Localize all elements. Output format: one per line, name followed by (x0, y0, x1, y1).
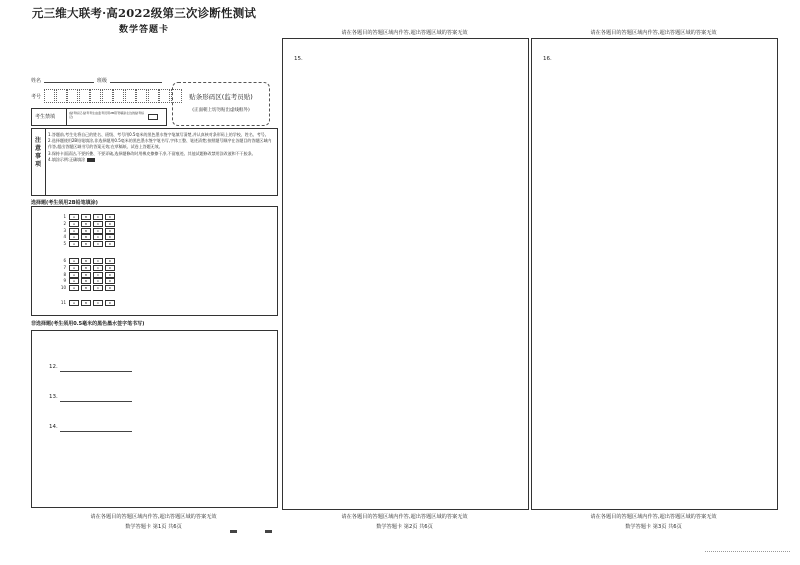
notice-4: 4.填涂示例:正确填涂 (48, 156, 86, 162)
choice-number: 7 (63, 264, 66, 270)
choice-row (56, 285, 117, 292)
choice-bubble-a[interactable]: A (69, 214, 79, 220)
choice-bubble-d[interactable]: D (105, 285, 115, 291)
name-label: 姓名 (31, 78, 42, 84)
choice-bubble-b[interactable]: B (81, 258, 91, 264)
page3-footer: 数学答题卡 第3页 共6页 (625, 524, 682, 530)
choice-row (56, 214, 117, 221)
choice-row (56, 272, 117, 279)
choice-bubble-d[interactable]: D (105, 214, 115, 220)
choice-number: 3 (63, 227, 66, 233)
choice-bubble-b[interactable]: B (81, 228, 91, 234)
notice-box (31, 128, 278, 196)
q15-label: 15. (294, 56, 303, 62)
choice-bubble-b[interactable]: B (81, 241, 91, 247)
choice-group-b (56, 258, 117, 292)
choice-bubble-d[interactable]: D (105, 258, 115, 264)
choice-bubble-a[interactable]: A (69, 234, 79, 240)
choice-row (56, 258, 117, 265)
choice-number: 2 (63, 220, 66, 226)
q12-label: 12. (49, 364, 58, 370)
exam-no-label: 考号 (31, 94, 42, 100)
choice-bubble-a[interactable]: A (69, 285, 79, 291)
choice-bubble-c[interactable]: C (93, 241, 103, 247)
choice-bubble-a[interactable]: A (69, 265, 79, 271)
notice-2: 2.选择题使用2B铅笔填涂,非选择题用0.5毫米的黑色墨水签字笔书写,字体工整、笔迹清楚;按照题号顺序在各题目的答题区域内作答,超出答题区域书写的答案无效;在草稿纸、试卷上答题无效。 (48, 138, 272, 150)
choice-bubble-d[interactable]: D (105, 234, 115, 240)
choice-bubble-c[interactable]: C (93, 272, 103, 278)
choice-bubble-a[interactable]: A (69, 221, 79, 227)
choice-number: 1 (63, 214, 66, 219)
q12-answer-line[interactable] (60, 371, 132, 372)
choice-bubble-d[interactable]: D (105, 265, 115, 271)
notice-3: 3.保持卡面清洁,不要折叠、不要弄破,选择题修改时用橡皮擦擦干净,不留痕迹。其他试题修改禁用涂改液和不干胶条。 (48, 150, 256, 156)
choice-bubble-b[interactable]: B (81, 221, 91, 227)
choice-number: 4 (63, 234, 66, 240)
filled-sample (87, 158, 95, 162)
choice-bubble-c[interactable]: C (93, 278, 103, 284)
choice-bubble-b[interactable]: B (81, 300, 91, 306)
scan-dots (705, 551, 790, 552)
choice-row (56, 221, 117, 228)
q14-answer-line[interactable] (60, 431, 132, 432)
choice-bubble-b[interactable]: B (81, 214, 91, 220)
choice-row (56, 234, 117, 241)
class-label: 班级 (97, 78, 108, 84)
choice-bubble-d[interactable]: D (105, 221, 115, 227)
choice-bubble-a[interactable]: A (69, 228, 79, 234)
name-field[interactable] (44, 82, 94, 83)
forbid-label: 考生禁填 (35, 114, 56, 120)
barcode-area (172, 82, 270, 126)
choice-group-c (56, 300, 117, 307)
choice-row (56, 278, 117, 285)
choice-bubble-a[interactable]: A (69, 241, 79, 247)
q14-label: 14. (49, 424, 58, 430)
forbid-box (31, 108, 167, 126)
choice-bubble-c[interactable]: C (93, 234, 103, 240)
choice-number: 6 (63, 258, 66, 263)
choice-bubble-d[interactable]: D (105, 241, 115, 247)
exam-no-boxes[interactable] (44, 88, 164, 102)
choice-bubble-c[interactable]: C (93, 285, 103, 291)
choice-number: 11 (60, 300, 66, 305)
choice-bubble-c[interactable]: C (93, 221, 103, 227)
choice-box (31, 206, 278, 316)
choice-bubble-d[interactable]: D (105, 300, 115, 306)
choice-bubble-a[interactable]: A (69, 300, 79, 306)
choice-bubble-a[interactable]: A (69, 278, 79, 284)
q13-answer-line[interactable] (60, 401, 132, 402)
position-mark-left (230, 530, 237, 533)
choice-bubble-b[interactable]: B (81, 265, 91, 271)
choice-bubble-d[interactable]: D (105, 278, 115, 284)
choice-bubble-b[interactable]: B (81, 278, 91, 284)
choice-bubble-b[interactable]: B (81, 234, 91, 240)
page3-bottom-notice: 请在各题目的答题区域内作答,超出答题区域的答案无效 (590, 514, 717, 520)
choice-row (56, 228, 117, 235)
choice-group-a (56, 214, 117, 248)
choice-row (56, 265, 117, 272)
choice-bubble-b[interactable]: B (81, 272, 91, 278)
sheet-title: 元三维大联考·高2022级第三次诊断性测试 (31, 6, 257, 20)
forbid-text: (缺考标记,缺考考生由监考员用2B铅笔填涂左边的缺考标记) (69, 111, 145, 119)
sheet-subtitle: 数学答题卡 (118, 25, 169, 35)
page3-answer-area[interactable] (531, 38, 778, 510)
choice-row (56, 300, 117, 307)
choice-bubble-a[interactable]: A (69, 272, 79, 278)
choice-bubble-c[interactable]: C (93, 228, 103, 234)
choice-bubble-c[interactable]: C (93, 300, 103, 306)
absent-mark[interactable] (148, 114, 158, 120)
page2-answer-area[interactable] (282, 38, 529, 510)
nonchoice-box (31, 330, 278, 508)
choice-number: 8 (63, 271, 66, 277)
q16-label: 16. (543, 56, 552, 62)
choice-bubble-c[interactable]: C (93, 258, 103, 264)
notice-label: 注意事项 (35, 137, 42, 168)
choice-title: 选择题(考生须用2B铅笔填涂) (31, 200, 98, 206)
nonchoice-title: 非选择题(考生须用0.5毫米的黑色墨水签字笔书写) (31, 321, 145, 327)
choice-bubble-b[interactable]: B (81, 285, 91, 291)
position-mark-right (265, 530, 272, 533)
page2-bottom-notice: 请在各题目的答题区域内作答,超出答题区域的答案无效 (341, 514, 468, 520)
choice-number: 9 (63, 278, 66, 284)
choice-number: 5 (63, 241, 66, 247)
page1-bottom-notice: 请在各题目的答题区域内作答,超出答题区域的答案无效 (90, 514, 217, 520)
barcode-title: 贴条形码区(监考员贴) (189, 93, 253, 101)
choice-number: 10 (60, 285, 66, 291)
barcode-subtitle: (正面朝上切勿贴出虚线框外) (192, 108, 250, 113)
page2-footer: 数学答题卡 第2页 共6页 (376, 524, 433, 530)
notice-1: 1.答题前,考生先将自己的姓名、班级、考号用0.5毫米的黑色墨水签字笔填写清楚,并认真核对条形码上的学校、姓名、考号。 (48, 132, 269, 137)
choice-row (56, 241, 117, 248)
page1-footer: 数学答题卡 第1页 共6页 (125, 524, 182, 530)
q13-label: 13. (49, 394, 58, 400)
choice-bubble-d[interactable]: D (105, 272, 115, 278)
page2-top-notice: 请在各题目的答题区域内作答,超出答题区域的答案无效 (341, 30, 468, 36)
page3-top-notice: 请在各题目的答题区域内作答,超出答题区域的答案无效 (590, 30, 717, 36)
choice-bubble-c[interactable]: C (93, 265, 103, 271)
choice-bubble-c[interactable]: C (93, 214, 103, 220)
class-field[interactable] (110, 82, 162, 83)
choice-bubble-a[interactable]: A (69, 258, 79, 264)
choice-bubble-d[interactable]: D (105, 228, 115, 234)
